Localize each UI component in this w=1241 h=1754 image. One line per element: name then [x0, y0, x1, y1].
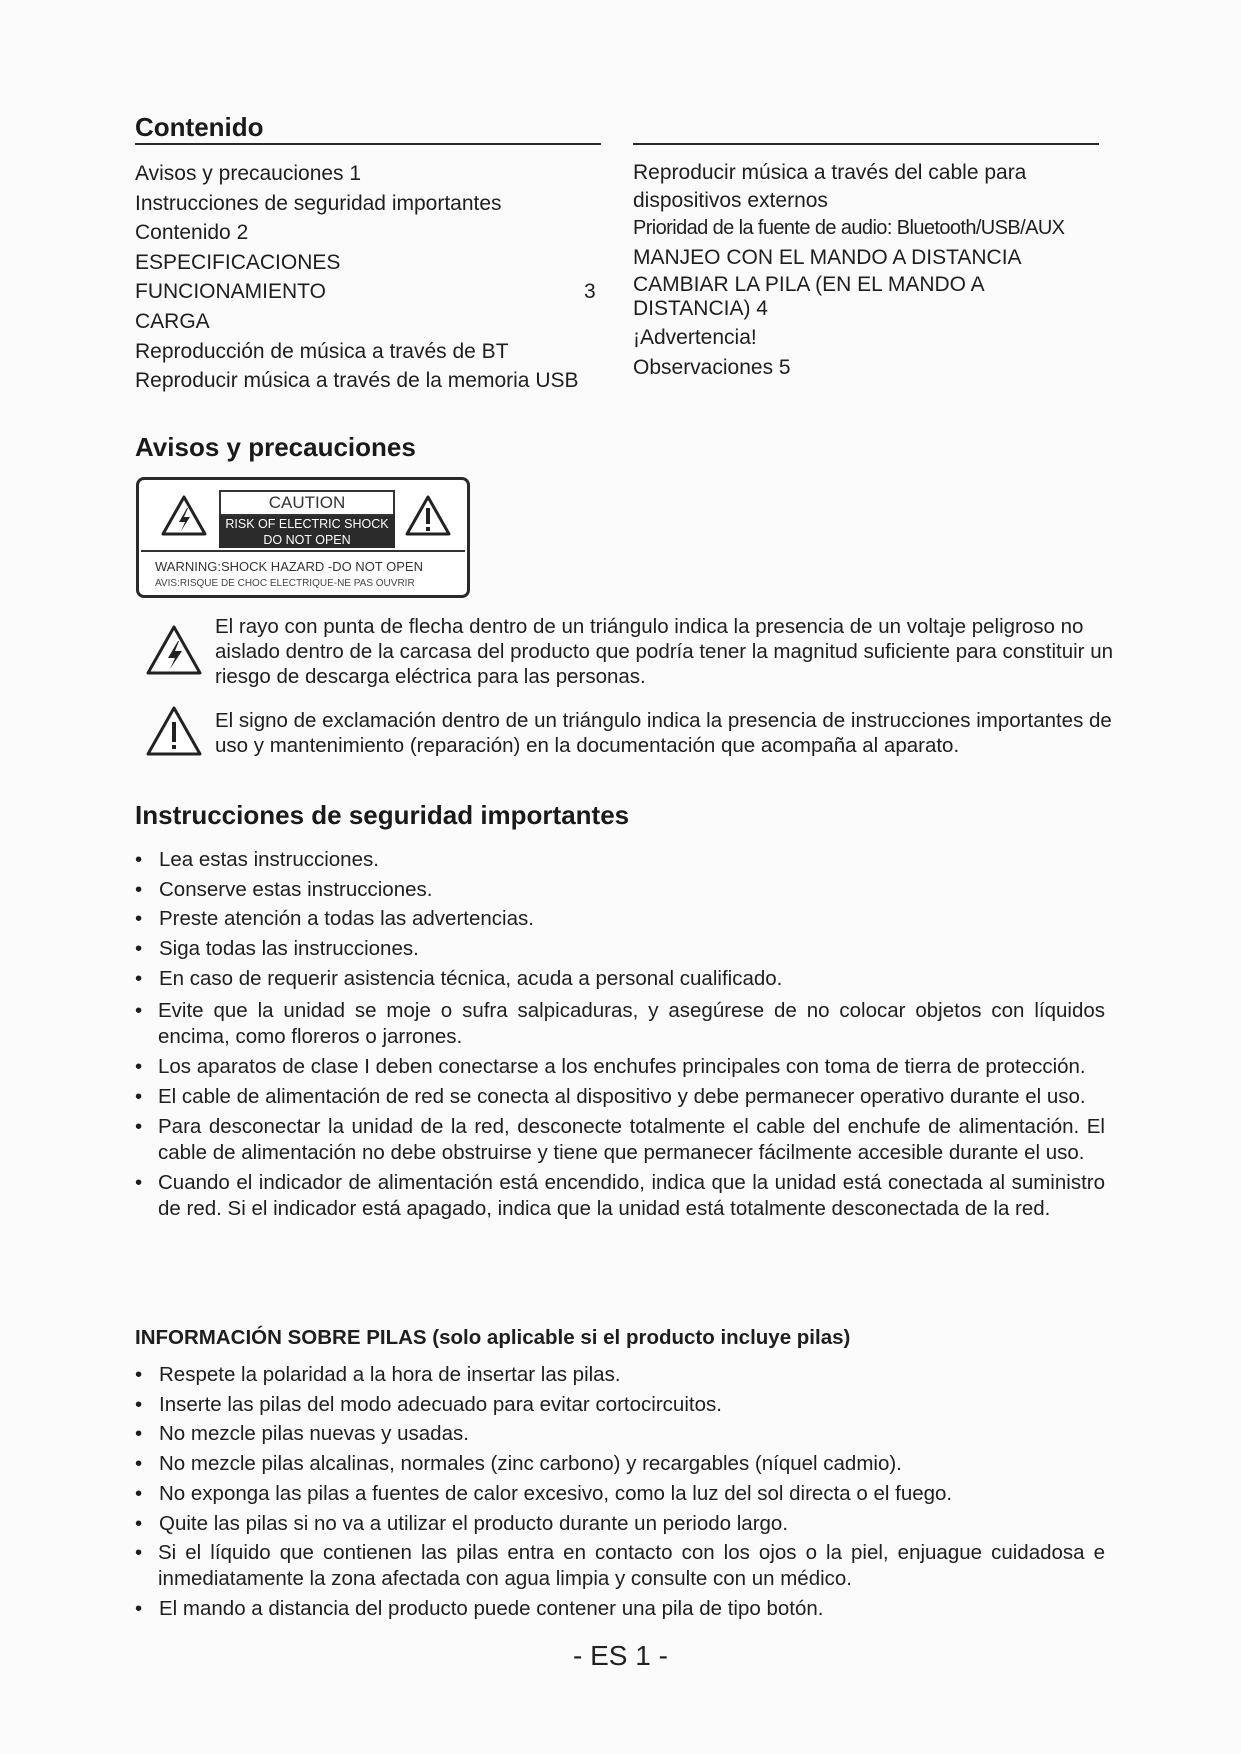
battery-heading: INFORMACIÓN SOBRE PILAS (solo aplicable si el producto incluye pilas) [135, 1326, 851, 1349]
lightning-warning-icon [161, 494, 207, 536]
exclamation-triangle-icon [145, 704, 203, 758]
toc-page-number: 3 [584, 280, 596, 303]
list-item: • Cuando el indicador de alimentación está encendido, indica que la unidad está conectada al suministro de red. Si el indicador está apagado, indica que la unidad está totalmente desconectada de la red. [135, 1170, 1105, 1222]
caution-avis-text: AVIS:RISQUE DE CHOC ELECTRIQUE-NE PAS OUVRIR [155, 578, 415, 589]
toc-entry: Reproducir música a través del cable para [633, 161, 1027, 184]
safety-list [135, 845, 1105, 1224]
exclamation-warning-icon [405, 494, 451, 536]
toc-entry: Contenido 2 [135, 221, 249, 245]
toc-entry: CARGA [135, 309, 210, 333]
caution-risk-line: DO NOT OPEN [219, 532, 395, 548]
list-item: • El cable de alimentación de red se conecta al dispositivo y debe permanecer operativo durante el uso. [135, 1084, 1105, 1110]
warnings-heading: Avisos y precauciones [135, 432, 416, 462]
list-item: • Evite que la unidad se moje o sufra salpicaduras, y asegúrese de no colocar objetos con líquidos encima, como floreros o jarrones. [135, 998, 1105, 1050]
toc-entry: Reproducción de música a través de BT [135, 339, 509, 363]
list-item: • El mando a distancia del producto puede contener una pila de tipo botón. [135, 1594, 1105, 1624]
list-item: • Preste atención a todas las advertencias. [135, 904, 1105, 934]
caution-divider [141, 550, 465, 552]
toc-left-column [135, 159, 579, 396]
list-item: • En caso de requerir asistencia técnica, acuda a personal cualificado. [135, 964, 1105, 994]
caution-risk-line: RISK OF ELECTRIC SHOCK [219, 516, 395, 532]
toc-entry: Avisos y precauciones 1 [135, 162, 362, 185]
toc-entry: ESPECIFICACIONES [135, 250, 341, 274]
list-item: • No exponga las pilas a fuentes de calor excesivo, como la luz del sol directa o el fuego. [135, 1479, 1105, 1509]
list-item: • Conserve estas instrucciones. [135, 875, 1105, 905]
toc-entry: FUNCIONAMIENTO [135, 280, 326, 304]
toc-entry: Instrucciones de seguridad importantes [135, 191, 502, 215]
toc-entry: DISTANCIA) 4 [633, 297, 768, 320]
list-item: • Respete la polaridad a la hora de insertar las pilas. [135, 1360, 1105, 1390]
battery-list [135, 1360, 1105, 1624]
exclamation-description: El signo de exclamación dentro de un triángulo indica la presencia de instrucciones importantes de uso y mantenimiento (reparación) en la documentación que acompaña al aparato. [215, 709, 1112, 757]
toc-entry: ¡Advertencia! [633, 326, 757, 349]
caution-text-block [219, 490, 395, 548]
caution-title: CAUTION [219, 490, 395, 516]
toc-entry: CAMBIAR LA PILA (EN EL MANDO A [633, 273, 985, 296]
toc-title: Contenido [135, 112, 264, 142]
lightning-triangle-icon [145, 623, 203, 677]
list-item: • Si el líquido que contienen las pilas entra en contacto con los ojos o la piel, enjuague cuidadosa e inmediatamente la zona afectada con agua limpia y consulte con un médico. [135, 1540, 1105, 1592]
list-item: • Inserte las pilas del modo adecuado para evitar cortocircuitos. [135, 1390, 1105, 1420]
toc-rule-right [633, 143, 1099, 145]
caution-label [136, 477, 470, 598]
list-item: • Lea estas instrucciones. [135, 845, 1105, 875]
list-item: • Siga todas las instrucciones. [135, 934, 1105, 964]
lightning-description: El rayo con punta de flecha dentro de un triángulo indica la presencia de un voltaje peligroso no aislado dentro de la carcasa del producto que podría tener la magnitud suficiente para constituir un riesgo de descarga eléctrica para las personas. [215, 615, 1114, 688]
list-item: • Los aparatos de clase I deben conectarse a los enchufes principales con toma de tierra de protección. [135, 1054, 1105, 1080]
safety-heading: Instrucciones de seguridad importantes [135, 800, 630, 830]
toc-entry: MANJEO CON EL MANDO A DISTANCIA [633, 245, 1022, 269]
caution-warning-text: WARNING:SHOCK HAZARD -DO NOT OPEN [155, 559, 423, 574]
list-item: • No mezcle pilas nuevas y usadas. [135, 1419, 1105, 1449]
toc-right-column [633, 159, 1064, 381]
toc-rule-left [135, 143, 601, 145]
list-item: • Para desconectar la unidad de la red, desconecte totalmente el cable del enchufe de alimentación. El cable de alimentación no debe obstruirse y tiene que permanecer fácilmente accesible durante el uso. [135, 1114, 1105, 1166]
toc-entry: Observaciones 5 [633, 355, 791, 379]
toc-entry: Prioridad de la fuente de audio: Bluetooth/USB/AUX [633, 217, 1065, 239]
page-number: - ES 1 - [573, 1640, 668, 1671]
toc-entry: Reproducir música a través de la memoria USB [135, 369, 579, 393]
list-item: • Quite las pilas si no va a utilizar el producto durante un periodo largo. [135, 1509, 1105, 1539]
list-item: • No mezcle pilas alcalinas, normales (zinc carbono) y recargables (níquel cadmio). [135, 1449, 1105, 1479]
toc-entry: dispositivos externos [633, 188, 828, 212]
